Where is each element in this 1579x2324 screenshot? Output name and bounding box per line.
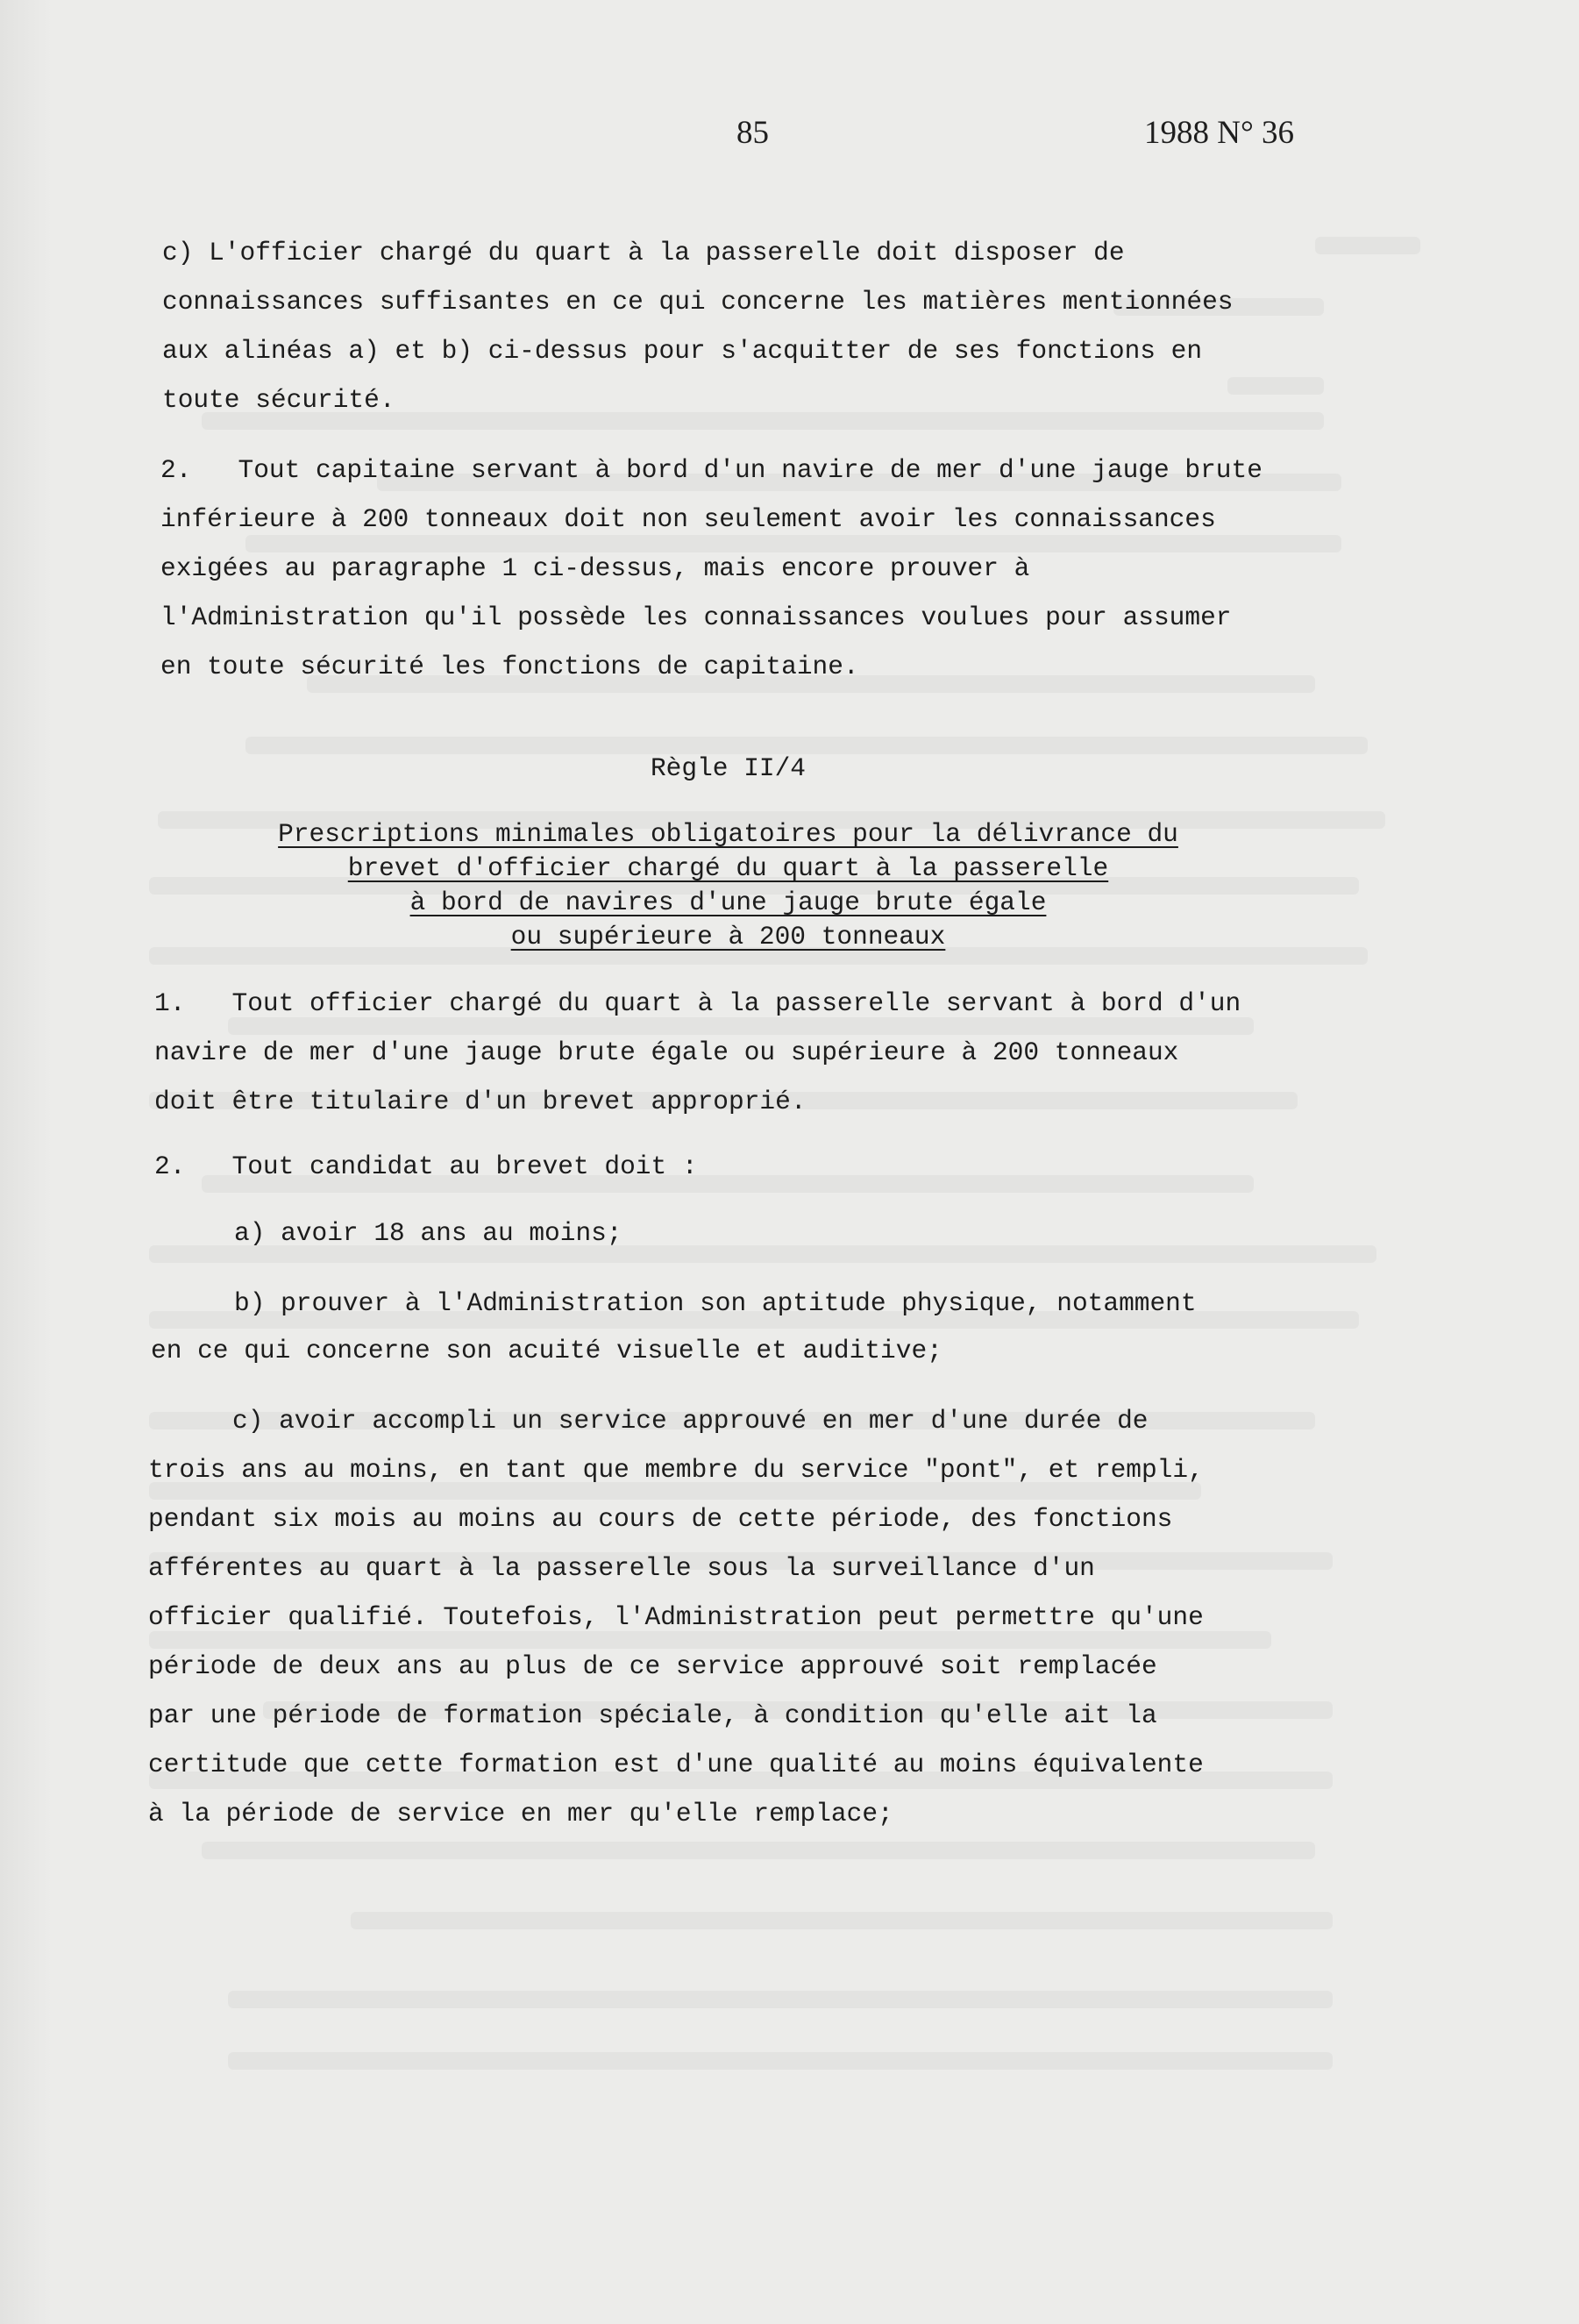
rule-heading-line-4 <box>0 920 1518 954</box>
rule-heading-line-3 <box>0 886 1518 920</box>
item-a: a) avoir 18 ans au moins; <box>234 1218 622 1248</box>
item-c-line-2: trois ans au moins, en tant que membre du service "pont", et rempli, <box>148 1455 1204 1485</box>
item-c-line-1: c) avoir accompli un service approuvé en mer d'une durée de <box>232 1406 1149 1436</box>
rule-paragraph-1-line-2: navire de mer d'une jauge brute égale ou supérieure à 200 tonneaux <box>154 1037 1179 1067</box>
page-number: 85 <box>736 115 769 151</box>
rule-title: Règle II/4 <box>650 753 807 783</box>
paragraph-c-line-3: aux alinéas a) et b) ci-dessus pour s'acquitter de ses fonctions en <box>162 336 1203 366</box>
paragraph-2-line-4: l'Administration qu'il possède les connaissances voulues pour assumer <box>160 602 1232 632</box>
item-b-line-1: b) prouver à l'Administration son aptitude physique, notamment <box>234 1288 1197 1318</box>
paragraph-c-line-4: toute sécurité. <box>162 385 395 415</box>
item-c-line-6: période de deux ans au plus de ce service approuvé soit remplacée <box>148 1651 1157 1681</box>
rule-heading-line-2 <box>0 852 1518 886</box>
item-c-line-3: pendant six mois au moins au cours de cette période, des fonctions <box>148 1504 1173 1534</box>
rule-paragraph-2-intro: 2. Tout candidat au brevet doit : <box>154 1151 698 1181</box>
rule-heading-text-2: brevet d'officier chargé du quart à la passerelle <box>347 853 1109 883</box>
page-edge-shadow <box>0 0 53 2324</box>
paragraph-2-line-2: inférieure à 200 tonneaux doit non seulement avoir les connaissances <box>160 504 1216 534</box>
item-c-line-5: officier qualifié. Toutefois, l'Administration peut permettre qu'une <box>148 1602 1204 1632</box>
paragraph-2-line-1: 2. Tout capitaine servant à bord d'un navire de mer d'une jauge brute <box>160 455 1262 485</box>
rule-heading-text-4: ou supérieure à 200 tonneaux <box>510 922 946 952</box>
rule-paragraph-1-line-3: doit être titulaire d'un brevet approprié. <box>154 1087 807 1116</box>
item-c-line-7: par une période de formation spéciale, à condition qu'elle ait la <box>148 1700 1157 1730</box>
paragraph-2-line-3: exigées au paragraphe 1 ci-dessus, mais encore prouver à <box>160 553 1030 583</box>
rule-paragraph-1-line-1: 1. Tout officier chargé du quart à la passerelle servant à bord d'un <box>154 988 1241 1018</box>
paragraph-c-line-1: c) L'officier chargé du quart à la passerelle doit disposer de <box>162 238 1125 267</box>
paragraph-c-line-2: connaissances suffisantes en ce qui concerne les matières mentionnées <box>162 287 1234 317</box>
document-reference: 1988 N° 36 <box>1144 115 1295 151</box>
rule-heading-line-1 <box>0 817 1518 852</box>
rule-heading-text-1: Prescriptions minimales obligatoires pour la délivrance du <box>278 819 1178 849</box>
item-b-line-2: en ce qui concerne son acuité visuelle et auditive; <box>151 1336 942 1365</box>
paragraph-2-line-5: en toute sécurité les fonctions de capitaine. <box>160 652 859 681</box>
rule-heading-text-3: à bord de navires d'une jauge brute égale <box>409 888 1047 917</box>
item-c-line-4: afférentes au quart à la passerelle sous la surveillance d'un <box>148 1553 1095 1583</box>
item-c-line-8: certitude que cette formation est d'une qualité au moins équivalente <box>148 1750 1204 1779</box>
item-c-line-9: à la période de service en mer qu'elle remplace; <box>148 1799 893 1829</box>
